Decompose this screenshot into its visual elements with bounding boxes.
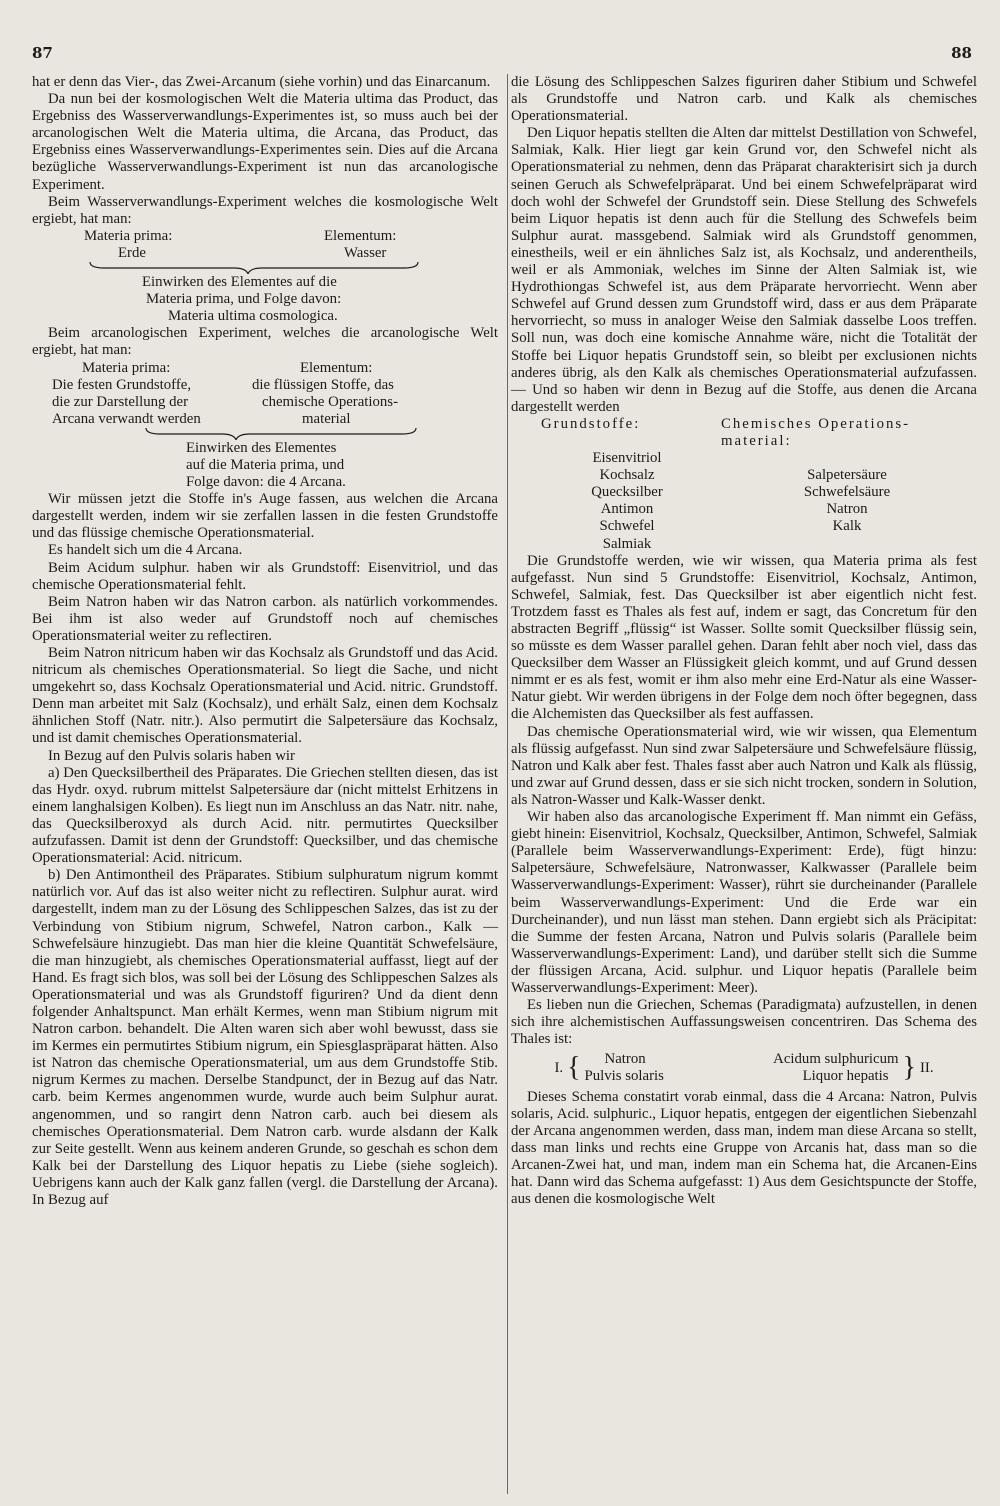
paragraph: Beim Wasserverwandlungs-Experiment welches die kosmologische Welt ergiebt, hat man:: [32, 193, 498, 227]
paragraph: Da nun bei der kosmologischen Welt die Materia ultima das Product, das Ergebniss des Wasserverwandlungs-Experimentes ist, so muss auch bei der arcanologischen Welt die Materia ultima, die Arcana, das Product, das Ergebniss eines Wasserverwandlungs-Experimentes sein. Dies auf die Arcana bezügliche Wasserverwandlungs-Experiment ist nun das arcanologische Experiment.: [32, 91, 498, 193]
schema-line: Einwirken des Elementes auf die: [142, 274, 337, 291]
schema-label: Erde: [118, 244, 146, 261]
paragraph: Beim Acidum sulphur. haben wir als Grundstoff: Eisenvitriol, und das chemische Operationsmaterial fehlt.: [32, 559, 498, 593]
paragraph: Wir haben also das arcanologische Experiment ff. Man nimmt ein Gefäss, giebt hinein: Eisenvitriol, Kochsalz, Quecksilber, Antimon, Schwefel, Salmiak (Parallele beim Wasserverwandlungs-Experiment: Erde), fügt hinzu: Salpetersäure, Schwefelsäure, Natronwasser, Kalkwasser (Parallele beim Wasserverwandlungs-Experiment: Wasser), rührt sie durcheinander (Parallele beim Wasserverwandlungs-Experiment: Und die Erde war ein Durcheinander), und nun lässt man stehen. Dann ergiebt sich als Präcipitat: die Summe der festen Arcana, Natron und Pulvis solaris (Parallele beim Wasserverwandlungs-Experiment: Land), und darüber stellt sich die Summe der flüssigen Arcana, Acid. sulphur. und Liquor hepatis (Parallele beim Wasserverwandlungs-Experiment: Meer).: [511, 809, 977, 996]
table-header: Chemisches Operations-material:: [721, 415, 911, 449]
brace-shape: [84, 262, 424, 274]
table-header: Grundstoffe:: [541, 415, 641, 432]
paragraph: Beim Natron haben wir das Natron carbon. als natürlich vorkommendes. Bei ihm ist also weder auf Grundstoff noch auf chemisches Operationsmaterial weiter zu reflectiren.: [32, 593, 498, 644]
schema-line: Materia prima, und Folge davon:: [146, 291, 342, 308]
paragraph: a) Den Quecksilbertheil des Präparates. Die Griechen stellten diesen, das ist das Hydr. oxyd. rubrum mittelst Salpetersäure dar (nicht mittelst Erhitzens in einem langhalsigen Kolben). Es liegt nun im Anschluss an das Natr. nitr. nahe, das Quecksilberoxyd als durch Acid. nitr. permutirtes Quecksilber aufzufassen. Damit ist denn der Grundstoff: Quecksilber, und das chemische Operationsmaterial: Acid. nitricum.: [32, 764, 498, 867]
brace-shape: [52, 428, 432, 440]
brace: [84, 262, 464, 274]
list-item: [737, 450, 957, 467]
schema-label: material: [302, 410, 351, 427]
list-item: Natron: [826, 501, 868, 518]
paragraph: Es lieben nun die Griechen, Schemas (Paradigmata) aufzustellen, in denen sich ihre alchemistischen Auffassungsweisen concentriren. Das Schema des Thales ist:: [511, 997, 977, 1048]
paragraph: Das chemische Operationsmaterial wird, wie wir wissen, qua Elementum als flüssig aufgefasst. Nun sind zwar Salpetersäure und Schwefelsäure flüssig, Natron und Kalk aber fest. Thales fasst aber auch Natron und Kalk als flüssig, und zwar auf Grund dessen, dass er sie sich nicht trocken, sondern in Solution, als Natron-Wasser und Kalk-Wasser denkt.: [511, 723, 978, 808]
list-item: Kochsalz: [599, 467, 655, 484]
schema-label: die zur Darstellung der: [52, 393, 188, 410]
list-item: Salpetersäure: [807, 467, 887, 484]
schema-line: Materia ultima cosmologica.: [168, 308, 338, 325]
schema-label: Wasser: [344, 244, 387, 261]
list-item: Eisenvitriol: [592, 450, 662, 467]
schema-group-right: [739, 1051, 899, 1085]
column-divider: [507, 74, 508, 1494]
schema-arcanological: [52, 360, 482, 492]
paragraph: b) Den Antimontheil des Präparates. Stibium sulphuratum nigrum kommt natürlich vor. Auf das ist also weiter nicht zu reflectiren. Sulphur aurat. wird dargestellt, indem man zu der Lösung des Schlippeschen Salzes, das ist zu der Verbindung von Stibium nigrum, Schwefel, Natron carbon., Kalk — Schwefelsäure hinzugiebt. Das man hier die kleine Quantität Schwefelsäure, die man hinzugiebt, als chemisches Operationsmaterial auffasst, liegt auf der Hand. Es fragt sich blos, was soll bei der Lösung des Schlippeschen Salzes als Operationsmaterial und was als Grundstoff figuriren? Und da dient denn folgender Anhaltspunct. Man erhält Kermes, wenn man Stibium nigrum mit Natron carbon. behandelt. Die Alten waren sich aber wohl bewusst, dass sie im Kermes ein permutirtes Stibium nigrum, ein Spiesglaspräparat hätten. Also ist Natron das chemische Operationsmaterial, um aus dem Grundstoffe Stib. nigrum Kermes zu machen. Derselbe Standpunct, der in Bezug auf das Natr. carb. beim Kermes angenommen wurde, wurde auch beim Sulphur aurat. angenommen, und so rangirt denn Natron carb. auch bei diesem als chemisches Operationsmaterial. Dem Natron carb. wurde alsdann der Kalk zur Seite gestellt. Wenn aus keinem anderen Grunde, so geschah es schon dem Kalk bei der Darstellung des Liquor hepatis zu Liebe (siehe sogleich). Uebrigens kann auch der Kalk ganz fallen (vergl. die Darstellung der Arcana). In Bezug auf: [32, 867, 498, 1208]
left-column: [32, 74, 498, 1209]
substance-table: [511, 416, 977, 553]
right-column: [511, 74, 977, 1208]
schema-label: Elementum:: [324, 227, 397, 244]
schema-number: I.: [554, 1059, 564, 1076]
list-item: Quecksilber: [591, 484, 663, 501]
schema-label: Materia prima:: [82, 359, 171, 376]
schema-item: Natron: [604, 1051, 646, 1068]
paragraph: Wir müssen jetzt die Stoffe in's Auge fassen, aus welchen die Arcana dargestellt werden, indem wir sie zerfallen lassen in die festen Grundstoffe und das flüssige chemische Operationsmaterial.: [32, 491, 498, 542]
paragraph: Beim Natron nitricum haben wir das Kochsalz als Grundstoff und das Acid. nitricum als chemisches Operationsmaterial. So liegt die Sache, und nicht umgekehrt so, dass Kochsalz Operationsmaterial und Acid. nitric. Grundstoff. Denn man arbeitet mit Salz (Kochsalz), und erhält Salz, einen dem Kochsalz ähnlichen Stoff (Natr. nitr.). Also permutirt die Salpetersäure das Kochsalz, und ist damit chemisches Operationsmaterial.: [32, 645, 498, 747]
page-number-right: 88: [951, 44, 972, 62]
schema-group-left: [585, 1051, 735, 1085]
schema-label: chemische Operations-: [262, 393, 398, 410]
paragraph: Beim arcanologischen Experiment, welches die arcanologische Welt ergiebt, hat man:: [32, 325, 498, 359]
paragraph: die Lösung des Schlippeschen Salzes figuriren daher Stibium und Schwefel als Grundstoffe und Natron carb. und Kalk als chemisches Operationsmaterial.: [511, 74, 977, 125]
schema-label: Elementum:: [300, 359, 373, 376]
schema-label: Arcana verwandt werden: [52, 410, 201, 427]
schema-line: Einwirken des Elementes: [186, 439, 337, 456]
paragraph: In Bezug auf den Pulvis solaris haben wir: [48, 747, 295, 764]
page-number-left: 87: [32, 44, 53, 62]
list-item: Salmiak: [602, 535, 652, 552]
paragraph: hat er denn das Vier-, das Zwei-Arcanum (siehe vorhin) und das Einarcanum.: [32, 74, 491, 90]
list-item: Kalk: [832, 518, 862, 535]
list-item: Schwefelsäure: [803, 484, 891, 501]
schema-label: Die festen Grundstoffe,: [52, 376, 192, 393]
schema-item: Liquor hepatis: [802, 1068, 889, 1085]
grundstoffe-list: [511, 450, 737, 553]
brace-close-icon: }: [902, 1052, 916, 1084]
paragraph: Den Liquor hepatis stellten die Alten dar mittelst Destillation von Schwefel, Salmiak, Kalk. Hier liegt gar kein Grund vor, den Schwefel nicht als Operationsmaterial zu nehmen, denn das Präparat charakterisirt sich ja durch seinen Geruch als Schwefelpräparat. Und bei einem Schwefelpräparat wird doch wohl der Schwefel der Grundstoff sein. Diese Stellung des Schwefels beim Liquor hepatis ist denn auch für die Stellung des Schwefels beim Sulphur aurat. massgebend. Salmiak wird als Grundstoff genommen, einestheils, weil er ein ähnliches Salz ist, als Kochsalz, und anderentheils, weil er als Ammoniak, welches im Sinne der Alten Salmiak ist, wie Hydrothiongas Schwefel ist, aus dem Präparate hervorriecht. Wenn aber Schwefel auf Grund dessen zum Grundstoff wird, dass er aus dem Präparate hervorriecht, so muss in analoger Weise den Salmiak dasselbe Loos treffen. Soll nun, was doch eine komische Annahme wäre, nicht die Totalität der Stoffe bei Liquor hepatis Grundstoff sein, so bleibt per exclusionen nichts anderes übrig, als den Kalk als chemisches Operationsmaterial aufzufassen. — Und so haben wir denn in Bezug auf die Stoffe, aus denen die Arcana dargestellt werden: [511, 125, 977, 415]
paragraph: Es handelt sich um die 4 Arcana.: [48, 542, 243, 559]
list-item: Antimon: [600, 501, 654, 518]
schema-line: Folge davon: die 4 Arcana.: [186, 474, 346, 491]
schema-number: II.: [919, 1059, 934, 1076]
schema-label: die flüssigen Stoffe, das: [252, 376, 394, 393]
schema-item: Pulvis solaris: [584, 1068, 664, 1085]
brace: [52, 428, 482, 440]
schema-cosmological: [84, 228, 464, 325]
list-item: Schwefel: [599, 518, 655, 535]
schema-label: Materia prima:: [84, 227, 173, 244]
operationsmaterial-list: [737, 450, 957, 553]
brace-open-icon: {: [567, 1052, 581, 1084]
schema-item: Acidum sulphuricum: [773, 1051, 899, 1068]
paragraph: Dieses Schema constatirt vorab einmal, dass die 4 Arcana: Natron, Pulvis solaris, Acid. sulphuric., Liquor hepatis, entgegen der eigentlichen Siebenzahl der Arcana angenommen werden, dass man, indem man diese Arcana so stellt, dass man links und rechts eine Gruppe von Arcanis hat, dass man so die Arcanen-Zwei hat, und man, indem man ein Schema hat, die Arcanen-Eins hat. Dann wird das Schema aufgefasst: 1) Aus dem Gesichtspuncte der Stoffe, aus denen die kosmologische Welt: [511, 1088, 977, 1208]
paragraph: Die Grundstoffe werden, wie wir wissen, qua Materia prima als fest aufgefasst. Nun sind 5 Grundstoffe: Eisenvitriol, Kochsalz, Antimon, Schwefel, Salmiak, fest. Das Quecksilber ist aber eigentlich nicht fest. Trotzdem fasst es Thales als fest auf, indem er sagt, das Concretum für den abstracten Begriff „flüssig“ ist Wasser. Sollte somit Quecksilber flüssig sein, so müsste es dem Wasser parallel gehen. Daran fehlt aber noch viel, dass das Quecksilber dem Wasser an Flüssigkeit gleich kommt, und auf Grund dessen nimmt er es als fest, womit er ihm also mehr eine Erd-Natur als eine Wasser-Natur giebt. Wir werden übrigens in der Folge dem noch öfter begegnen, dass die Alchemisten das Quecksilber als fest auffassen.: [511, 552, 977, 723]
schema-line: auf die Materia prima, und: [186, 456, 345, 473]
thales-schema: [511, 1051, 977, 1085]
